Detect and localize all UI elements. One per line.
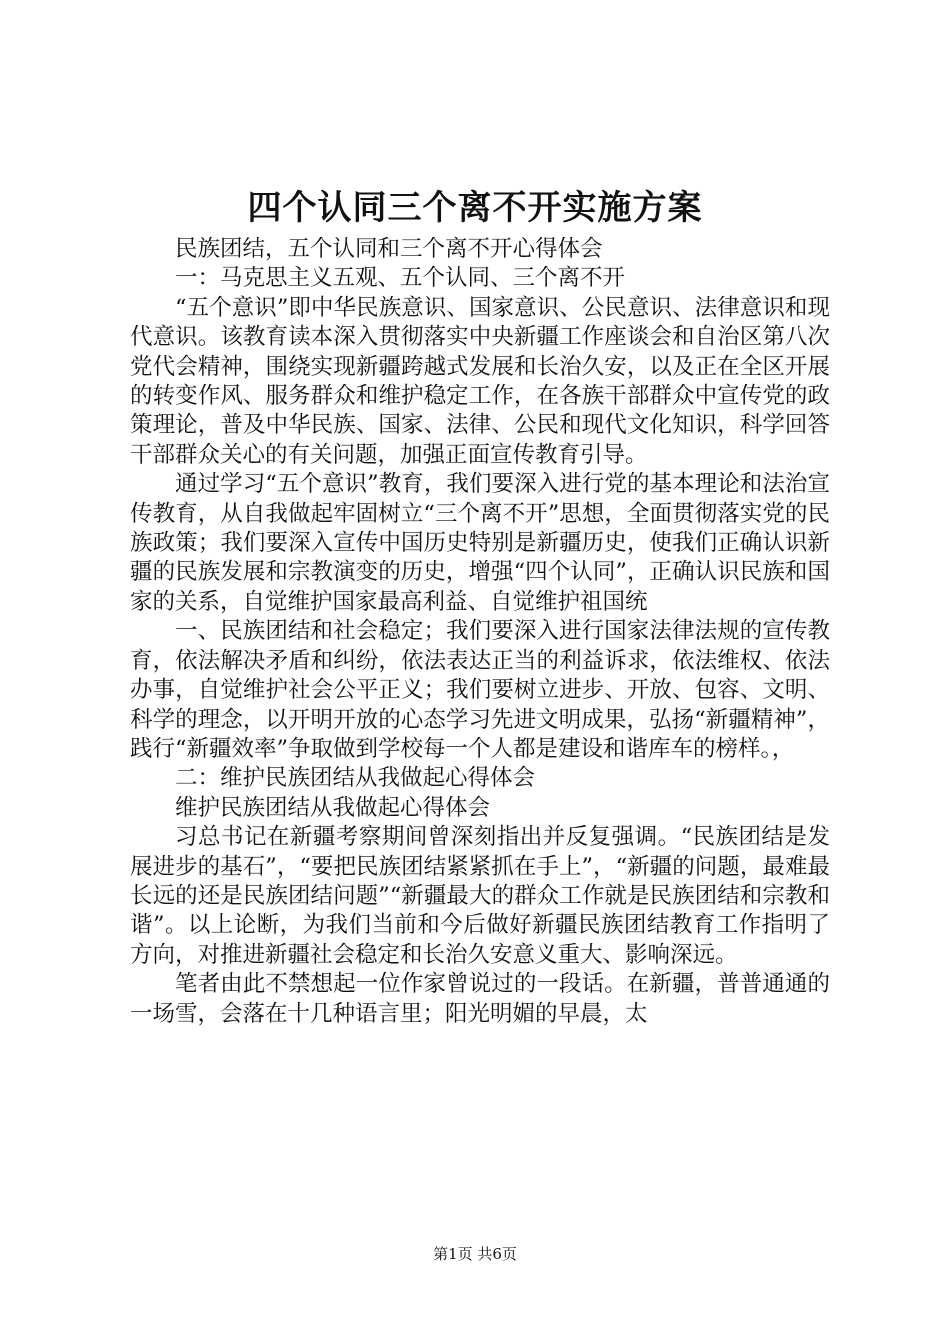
paragraph: “五个意识”即中华民族意识、国家意识、公民意识、法律意识和现代意识。该教育读本深入贯彻落实中央新疆工作座谈会和自治区第八次党代会精神，围绕实现新疆跨越式发展和长治久安，以及正在全区开展的转变作风、服务群众和维护稳定工作，在各族干部群众中宣传党的政策理论，普及中华民族、国家、法律、公民和现代文化知识，科学回答干部群众关心的有关问题，加强正面宣传教育引导。	[130, 294, 830, 468]
paragraph: 通过学习“五个意识”教育，我们要深入进行党的基本理论和法治宣传教育，从自我做起牢固树立“三个离不开”思想，全面贯彻落实党的民族政策；我们要深入宣传中国历史特别是新疆历史，使我们正确认识新疆的民族发展和宗教演变的历史，增强“四个认同”，正确认识民族和国家的关系，自觉维护国家最高利益、自觉维护祖国统	[130, 471, 830, 615]
paragraph: 习总书记在新疆考察期间曾深刻指出并反复强调。“民族团结是发展进步的基石”，“要把民族团结紧紧抓在手上”，“新疆的问题，最难最长远的还是民族团结问题”“新疆最大的群众工作就是民族团结和宗教和谐”。以上论断，为我们当前和今后做好新疆民族团结教育工作指明了方向，对推进新疆社会稳定和长治久安意义重大、影响深远。	[130, 824, 830, 968]
paragraph: 二：维护民族团结从我做起心得体会	[175, 765, 536, 792]
paragraph: 民族团结，五个认同和三个离不开心得体会	[175, 236, 603, 262]
page-number-footer: 第1页 共6页	[433, 1245, 517, 1263]
document-title: 四个认同三个离不开实施方案	[247, 188, 703, 228]
paragraph: 笔者由此不禁想起一位作家曾说过的一段话。在新疆，普普通通的一场雪，会落在十几种语言里；阳光明媚的早晨，太	[130, 971, 830, 1027]
paragraph: 一、民族团结和社会稳定；我们要深入进行国家法律法规的宣传教育，依法解决矛盾和纠纷，依法表达正当的利益诉求，依法维权、依法办事，自觉维护社会公平正义；我们要树立进步、开放、包容、文明、科学的理念，以开明开放的心态学习先进文明成果，弘扬“新疆精神”，践行“新疆效率”争取做到学校每一个人都是建设和谐库车的榜样。，	[130, 618, 830, 762]
paragraph: 一：马克思主义五观、五个认同、三个离不开	[175, 265, 626, 292]
paragraph: 维护民族团结从我做起心得体会	[175, 794, 491, 821]
document-body	[130, 235, 830, 1029]
